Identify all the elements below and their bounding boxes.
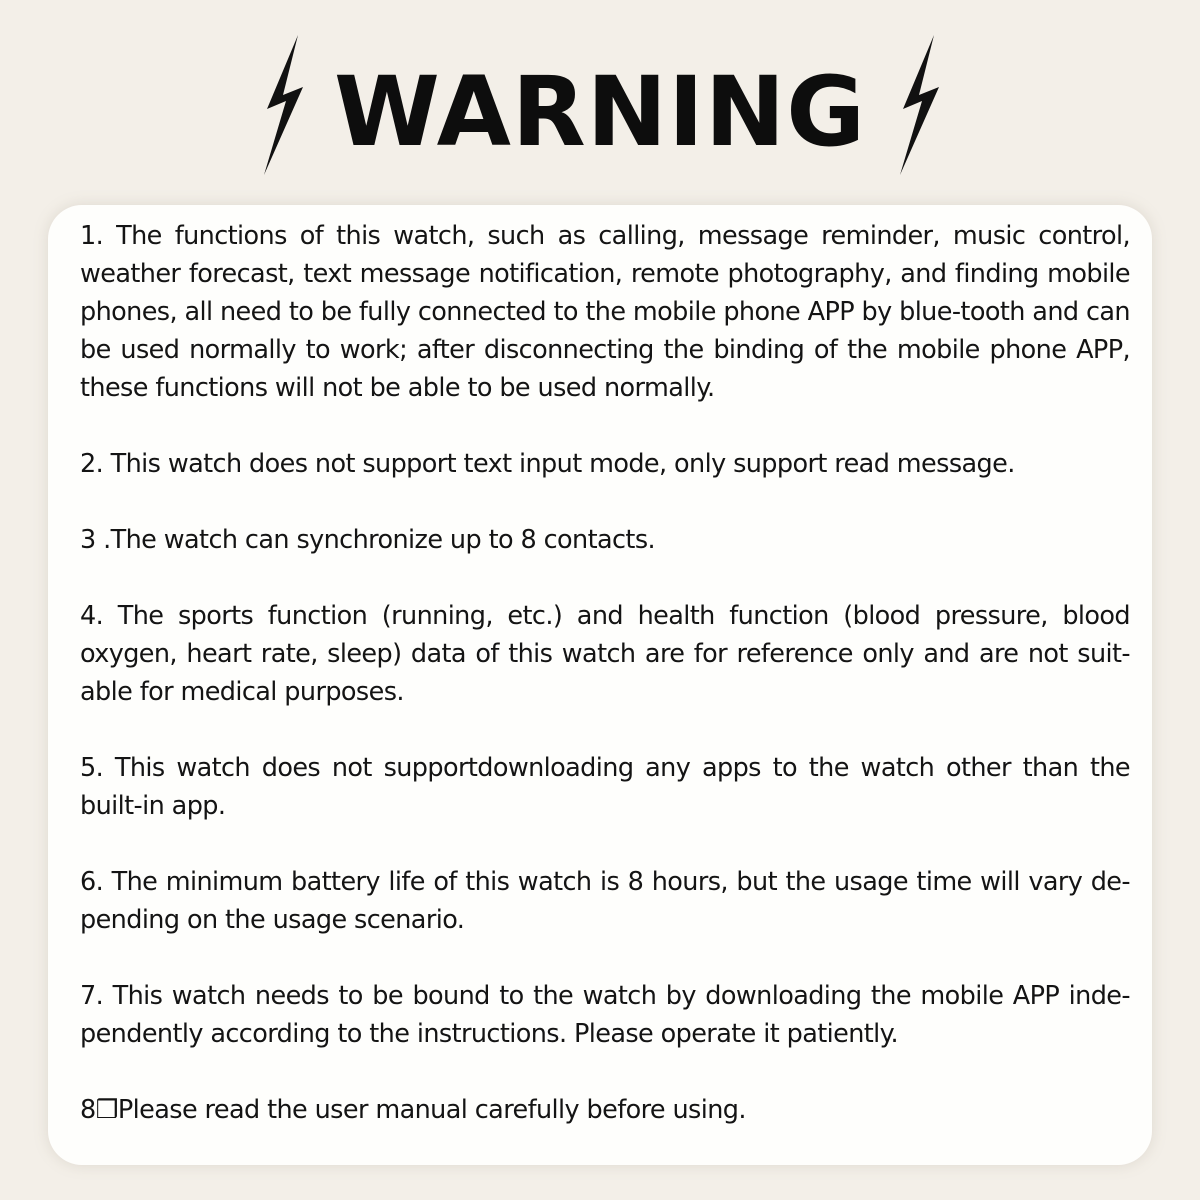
warning-header	[0, 35, 1200, 185]
notice-list	[80, 217, 1130, 1167]
lightning-bolt-icon	[898, 35, 942, 175]
notice-item: 5. This watch does not supportdownloading any apps to the watch other than the built-in app.	[80, 753, 1130, 821]
notice-item: 1. The functions of this watch, such as calling, message reminder, music control, weather forecast, text message notification, remote photography, and finding mobile phones, all need to be fully connected to the mobile phone APP by blue-tooth and can be used normally to work; after disconnecting the binding of the mobile phone APP, these functions will not be able to be used normally.	[80, 221, 1130, 403]
notice-item: 7. This watch needs to be bound to the watch by downloading the mobile APP inde-pendently according to the instructions. Please operate it patiently.	[80, 981, 1130, 1049]
notice-item: 8❒Please read the user manual carefully before using.	[80, 1095, 746, 1125]
notice-item: 6. The minimum battery life of this watch is 8 hours, but the usage time will vary de-pending on the usage scenario.	[80, 867, 1130, 935]
notice-item: 2. This watch does not support text input mode, only support read message.	[80, 449, 1015, 479]
lightning-bolt-icon	[262, 35, 306, 175]
notice-item: 3 .The watch can synchronize up to 8 contacts.	[80, 525, 656, 555]
notice-item: 4. The sports function (running, etc.) and health function (blood pressure, blood oxygen, heart rate, sleep) data of this watch are for reference only and are not suit-able for medical purposes.	[80, 601, 1130, 707]
notice-panel	[48, 205, 1152, 1165]
warning-title: WARNING	[334, 56, 866, 168]
